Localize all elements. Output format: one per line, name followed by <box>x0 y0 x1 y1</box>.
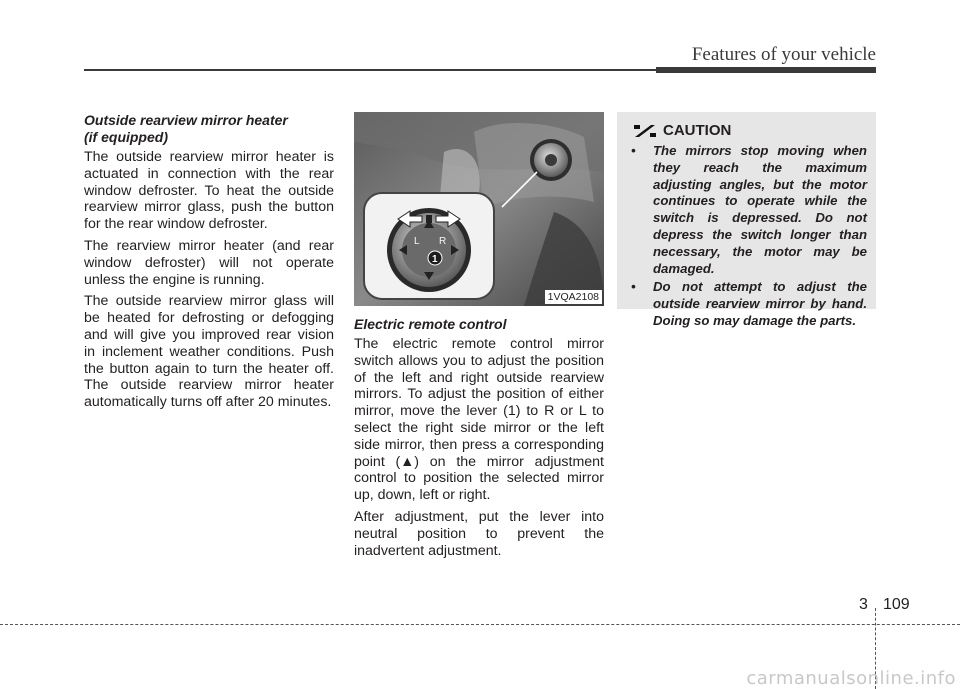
mirror-switch-photo <box>354 112 604 306</box>
figure-label-right: R <box>439 236 447 247</box>
section-heading-line1: Outside rearview mirror heater <box>84 112 288 128</box>
paragraph: The outside rearview mirror glass will be heated for defrosting or defogging and will give you improved rear vision in inclement weather conditions. Push the button again to turn the heater off. The outside rearview mirror heater automatically turns off after 20 minutes. <box>84 293 334 411</box>
paragraph: After adjustment, put the lever into neutral position to prevent the inadvertent adjustment. <box>354 508 604 559</box>
caution-list <box>631 143 867 332</box>
figure-label-left: L <box>414 236 420 247</box>
footer-rule <box>0 624 960 625</box>
caution-item <box>631 279 867 329</box>
header-title: Features of your vehicle <box>691 44 876 65</box>
caution-item <box>631 143 867 277</box>
paragraph <box>354 336 604 504</box>
caution-title: CAUTION <box>663 122 732 139</box>
paragraph-text: The electric remote control mirror switch allows you to adjust the position of the left and right outside rearview mirrors. To adjust the position of either mirror, move the lever (1) to R or L to select the right side mirror or the left side mirror, then press a corresponding point ( <box>354 336 604 470</box>
caution-heading <box>633 122 731 139</box>
figure-lever-number: 1 <box>432 254 438 265</box>
caution-box <box>617 112 876 328</box>
paragraph-text: ) on the mirror adjustment control to position the selected mirror up, down, left or right. <box>354 453 604 504</box>
middle-column <box>354 316 604 564</box>
left-column <box>84 112 334 416</box>
section-heading <box>84 112 334 146</box>
chapter-number: 3 <box>859 596 868 613</box>
bullet: • <box>631 279 636 295</box>
caution-slash-icon <box>633 123 657 139</box>
caution-item-text: The mirrors stop moving when they reach the maximum adjusting angles, but the motor continues to operate while the switch is depressed. Do not depress the switch longer than necessary, the motor may be damaged. <box>653 143 867 276</box>
caution-item-text: Do not attempt to adjust the outside rearview mirror by hand. Doing so may damage the parts. <box>653 279 867 328</box>
bullet: • <box>631 143 636 158</box>
paragraph: The rearview mirror heater (and rear window defroster) will not operate unless the engine is running. <box>84 237 334 288</box>
header-rule <box>84 69 656 71</box>
section-heading-line2: (if equipped) <box>84 129 168 145</box>
page-number: 109 <box>883 596 910 613</box>
section-heading: Electric remote control <box>354 316 507 332</box>
paragraph: The outside rearview mirror heater is actuated in connection with the rear window defroster. To heat the outside rearview mirror glass, push the button for the rear window defroster. <box>84 149 334 233</box>
triangle-up-icon: ▲ <box>400 453 415 470</box>
mirror-switch-illustration <box>354 112 604 306</box>
watermark: carmanualsonline.info <box>746 668 956 689</box>
figure-code: 1VQA2108 <box>545 290 602 304</box>
header-rule-accent <box>656 67 876 73</box>
